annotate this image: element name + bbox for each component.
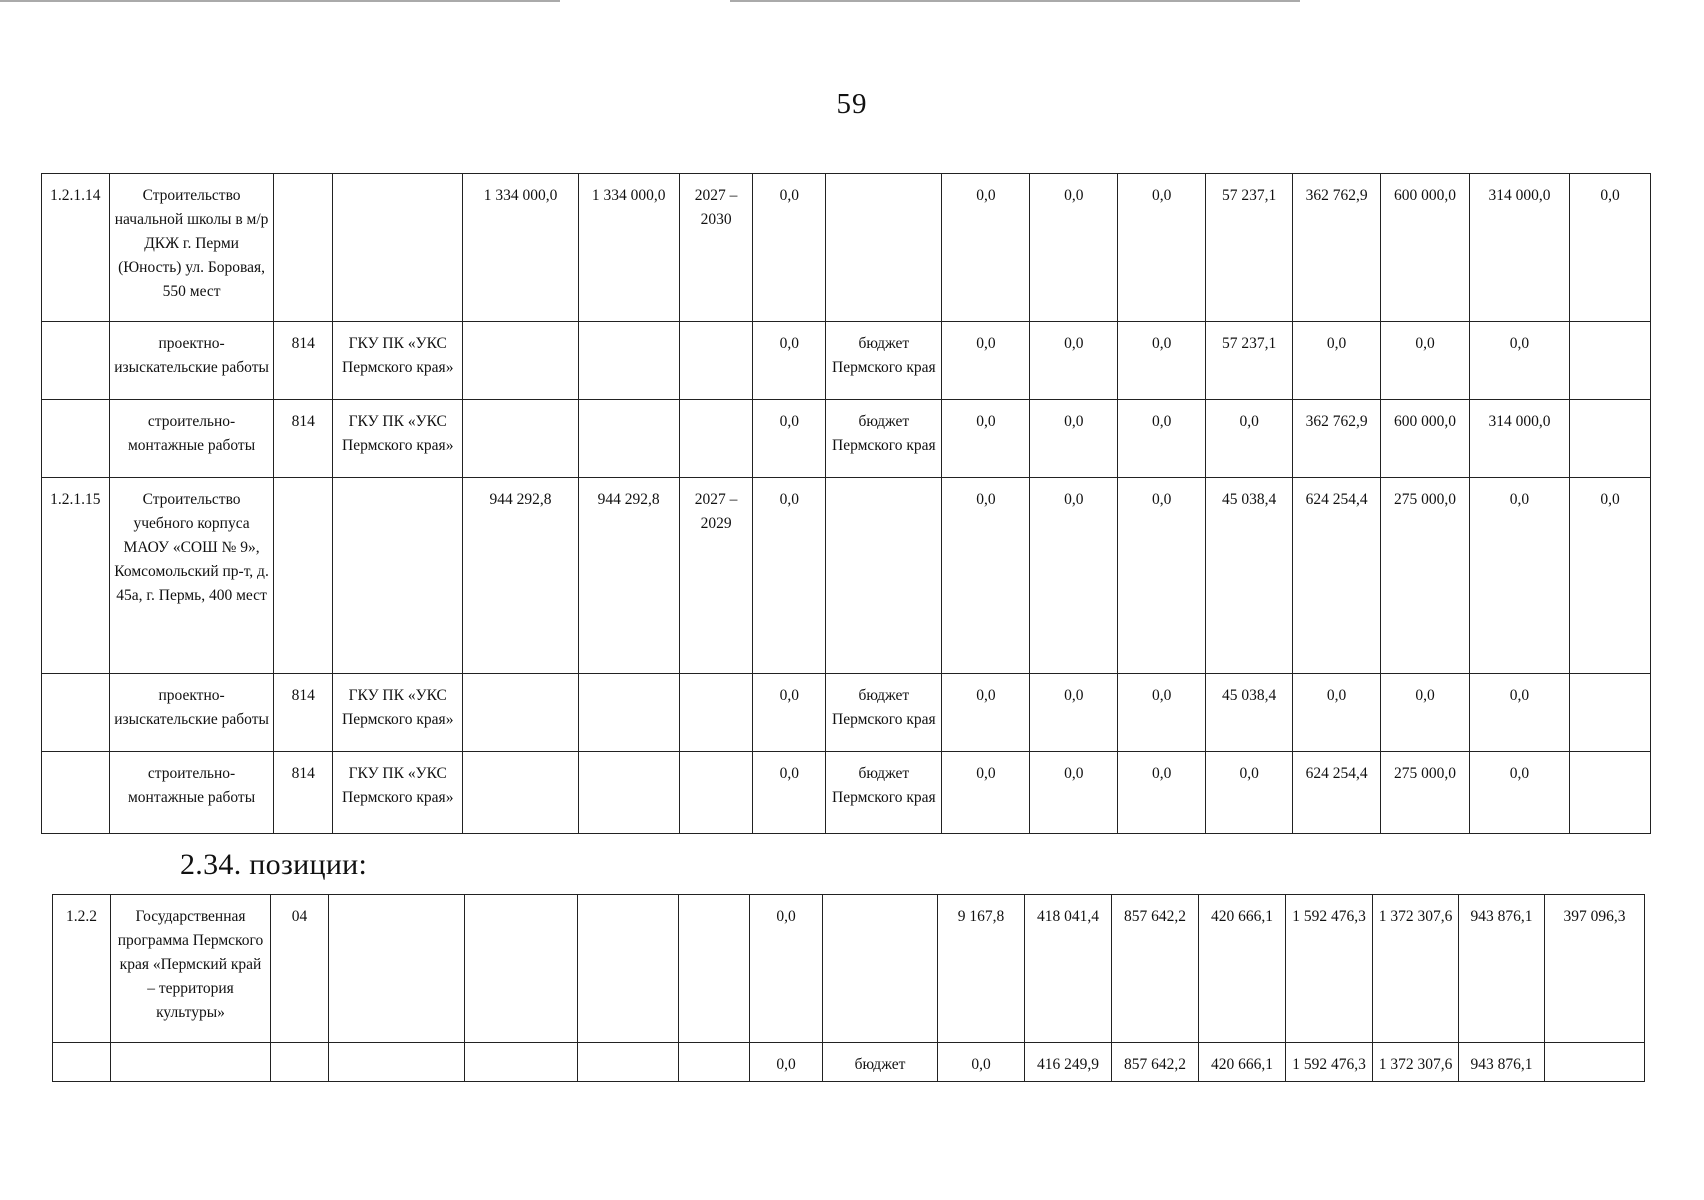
cell-dept-code: 814 xyxy=(274,400,333,478)
cell-code xyxy=(42,674,110,752)
cell-name: Строительство учебного корпуса МАОУ «СОШ № 9», Комсомольский пр-т, д. 45а, г. Пермь, 400 мест xyxy=(109,478,274,674)
cell-year-1: 0,0 xyxy=(942,400,1030,478)
cell-prior-funding: 0,0 xyxy=(750,895,823,1043)
cell-total-cost: 1 334 000,0 xyxy=(463,174,578,322)
cell-year-7: 314 000,0 xyxy=(1469,174,1569,322)
cell-year-6: 1 372 307,6 xyxy=(1373,1043,1459,1082)
cell-year-3: 0,0 xyxy=(1118,174,1206,322)
cell-funding-source: бюджет Пермского края xyxy=(826,674,942,752)
cell-executor xyxy=(329,895,465,1043)
scan-edge-line xyxy=(0,0,560,2)
cell-dept-code xyxy=(274,478,333,674)
table-row-subitem xyxy=(42,674,1651,752)
cell-code: 1.2.2 xyxy=(53,895,111,1043)
cell-period xyxy=(679,400,753,478)
cell-year-7: 0,0 xyxy=(1469,752,1569,834)
cell-year-1: 0,0 xyxy=(942,674,1030,752)
budget-table-objects xyxy=(41,173,1651,834)
cell-year-7: 0,0 xyxy=(1469,478,1569,674)
cell-dept-code: 04 xyxy=(271,895,329,1043)
cell-prior-funding: 0,0 xyxy=(753,752,826,834)
cell-year-4: 57 237,1 xyxy=(1206,174,1293,322)
scan-edge-line xyxy=(730,0,1300,2)
cell-year-6: 600 000,0 xyxy=(1381,174,1470,322)
cell-year-4: 420 666,1 xyxy=(1199,895,1286,1043)
cell-total-cost xyxy=(463,400,578,478)
cell-year-3: 0,0 xyxy=(1118,478,1206,674)
cell-year-4: 45 038,4 xyxy=(1206,478,1293,674)
cell-year-8 xyxy=(1570,752,1651,834)
cell-year-5: 1 592 476,3 xyxy=(1286,895,1373,1043)
cell-funding-source: бюджет Пермского края xyxy=(826,322,942,400)
cell-year-7: 0,0 xyxy=(1469,674,1569,752)
cell-year-3: 0,0 xyxy=(1118,400,1206,478)
cell-dept-code xyxy=(274,174,333,322)
cell-year-8 xyxy=(1570,400,1651,478)
cell-estimate-cost xyxy=(578,1043,679,1082)
cell-name xyxy=(111,1043,271,1082)
cell-prior-funding: 0,0 xyxy=(753,674,826,752)
cell-dept-code xyxy=(271,1043,329,1082)
cell-code xyxy=(42,400,110,478)
cell-year-3: 0,0 xyxy=(1118,752,1206,834)
cell-total-cost: 944 292,8 xyxy=(463,478,578,674)
cell-year-6: 275 000,0 xyxy=(1381,478,1470,674)
cell-total-cost xyxy=(463,322,578,400)
cell-year-1: 9 167,8 xyxy=(938,895,1025,1043)
cell-year-2: 0,0 xyxy=(1030,674,1118,752)
cell-name: Строительство начальной школы в м/р ДКЖ г. Перми (Юность) ул. Боровая, 550 мест xyxy=(109,174,274,322)
cell-year-6: 1 372 307,6 xyxy=(1373,895,1459,1043)
cell-name: строительно-монтажные работы xyxy=(109,752,274,834)
cell-year-3: 0,0 xyxy=(1118,674,1206,752)
table-row-subitem xyxy=(42,400,1651,478)
cell-estimate-cost xyxy=(578,322,679,400)
cell-funding-source: бюджет xyxy=(823,1043,938,1082)
cell-year-2: 0,0 xyxy=(1030,174,1118,322)
table-row-item xyxy=(53,895,1645,1043)
cell-year-5: 624 254,4 xyxy=(1293,478,1381,674)
cell-period xyxy=(679,895,750,1043)
cell-executor: ГКУ ПК «УКС Пермского края» xyxy=(333,322,463,400)
cell-year-1: 0,0 xyxy=(938,1043,1025,1082)
cell-year-6: 275 000,0 xyxy=(1381,752,1470,834)
cell-dept-code: 814 xyxy=(274,674,333,752)
cell-funding-source xyxy=(826,478,942,674)
cell-code xyxy=(42,322,110,400)
cell-year-4: 45 038,4 xyxy=(1206,674,1293,752)
cell-year-8: 0,0 xyxy=(1570,174,1651,322)
cell-period xyxy=(679,674,753,752)
cell-name: проектно-изыскательские работы xyxy=(109,322,274,400)
table-row-item xyxy=(42,478,1651,674)
cell-name: Государственная программа Пермского края «Пермский край – территория культуры» xyxy=(111,895,271,1043)
cell-year-1: 0,0 xyxy=(942,174,1030,322)
section-heading: 2.34. позиции: xyxy=(180,848,368,881)
cell-prior-funding: 0,0 xyxy=(753,322,826,400)
cell-executor: ГКУ ПК «УКС Пермского края» xyxy=(333,400,463,478)
cell-period: 2027 – 2030 xyxy=(679,174,753,322)
page-number: 59 xyxy=(836,88,868,120)
cell-year-1: 0,0 xyxy=(942,322,1030,400)
cell-code xyxy=(53,1043,111,1082)
cell-year-6: 0,0 xyxy=(1381,322,1470,400)
cell-prior-funding: 0,0 xyxy=(753,174,826,322)
cell-year-2: 418 041,4 xyxy=(1025,895,1112,1043)
cell-year-2: 0,0 xyxy=(1030,322,1118,400)
cell-year-2: 0,0 xyxy=(1030,478,1118,674)
cell-funding-source xyxy=(826,174,942,322)
cell-prior-funding: 0,0 xyxy=(750,1043,823,1082)
cell-year-2: 416 249,9 xyxy=(1025,1043,1112,1082)
cell-year-3: 857 642,2 xyxy=(1112,895,1199,1043)
cell-year-8 xyxy=(1545,1043,1645,1082)
cell-executor xyxy=(333,478,463,674)
cell-year-2: 0,0 xyxy=(1030,400,1118,478)
cell-code xyxy=(42,752,110,834)
cell-estimate-cost xyxy=(578,400,679,478)
cell-prior-funding: 0,0 xyxy=(753,400,826,478)
cell-estimate-cost: 1 334 000,0 xyxy=(578,174,679,322)
cell-period xyxy=(679,752,753,834)
cell-year-4: 420 666,1 xyxy=(1199,1043,1286,1082)
cell-period: 2027 – 2029 xyxy=(679,478,753,674)
cell-name: проектно-изыскательские работы xyxy=(109,674,274,752)
cell-funding-source: бюджет Пермского края xyxy=(826,752,942,834)
cell-total-cost xyxy=(465,1043,578,1082)
cell-year-5: 362 762,9 xyxy=(1293,174,1381,322)
cell-total-cost xyxy=(463,674,578,752)
cell-year-4: 57 237,1 xyxy=(1206,322,1293,400)
cell-executor xyxy=(329,1043,465,1082)
cell-year-4: 0,0 xyxy=(1206,400,1293,478)
cell-year-8: 0,0 xyxy=(1570,478,1651,674)
cell-year-2: 0,0 xyxy=(1030,752,1118,834)
cell-estimate-cost xyxy=(578,895,679,1043)
cell-year-5: 624 254,4 xyxy=(1293,752,1381,834)
cell-code: 1.2.1.14 xyxy=(42,174,110,322)
table-row-subitem xyxy=(53,1043,1645,1082)
cell-year-3: 0,0 xyxy=(1118,322,1206,400)
cell-year-8 xyxy=(1570,322,1651,400)
budget-table-program xyxy=(52,894,1645,1082)
cell-prior-funding: 0,0 xyxy=(753,478,826,674)
cell-executor: ГКУ ПК «УКС Пермского края» xyxy=(333,752,463,834)
cell-dept-code: 814 xyxy=(274,752,333,834)
cell-year-5: 362 762,9 xyxy=(1293,400,1381,478)
cell-year-3: 857 642,2 xyxy=(1112,1043,1199,1082)
cell-year-5: 0,0 xyxy=(1293,322,1381,400)
cell-funding-source: бюджет Пермского края xyxy=(826,400,942,478)
cell-year-6: 0,0 xyxy=(1381,674,1470,752)
table-row-subitem xyxy=(42,752,1651,834)
cell-year-7: 943 876,1 xyxy=(1459,1043,1545,1082)
cell-year-4: 0,0 xyxy=(1206,752,1293,834)
cell-estimate-cost xyxy=(578,752,679,834)
cell-period xyxy=(679,1043,750,1082)
table-row-item xyxy=(42,174,1651,322)
cell-year-5: 1 592 476,3 xyxy=(1286,1043,1373,1082)
cell-code: 1.2.1.15 xyxy=(42,478,110,674)
cell-period xyxy=(679,322,753,400)
cell-year-7: 314 000,0 xyxy=(1469,400,1569,478)
cell-estimate-cost: 944 292,8 xyxy=(578,478,679,674)
cell-year-1: 0,0 xyxy=(942,478,1030,674)
cell-total-cost xyxy=(463,752,578,834)
cell-year-8: 397 096,3 xyxy=(1545,895,1645,1043)
cell-funding-source xyxy=(823,895,938,1043)
cell-executor: ГКУ ПК «УКС Пермского края» xyxy=(333,674,463,752)
cell-year-6: 600 000,0 xyxy=(1381,400,1470,478)
cell-executor xyxy=(333,174,463,322)
cell-total-cost xyxy=(465,895,578,1043)
cell-year-7: 0,0 xyxy=(1469,322,1569,400)
cell-year-7: 943 876,1 xyxy=(1459,895,1545,1043)
cell-name: строительно-монтажные работы xyxy=(109,400,274,478)
cell-dept-code: 814 xyxy=(274,322,333,400)
cell-year-1: 0,0 xyxy=(942,752,1030,834)
table-row-subitem xyxy=(42,322,1651,400)
cell-year-8 xyxy=(1570,674,1651,752)
cell-year-5: 0,0 xyxy=(1293,674,1381,752)
cell-estimate-cost xyxy=(578,674,679,752)
